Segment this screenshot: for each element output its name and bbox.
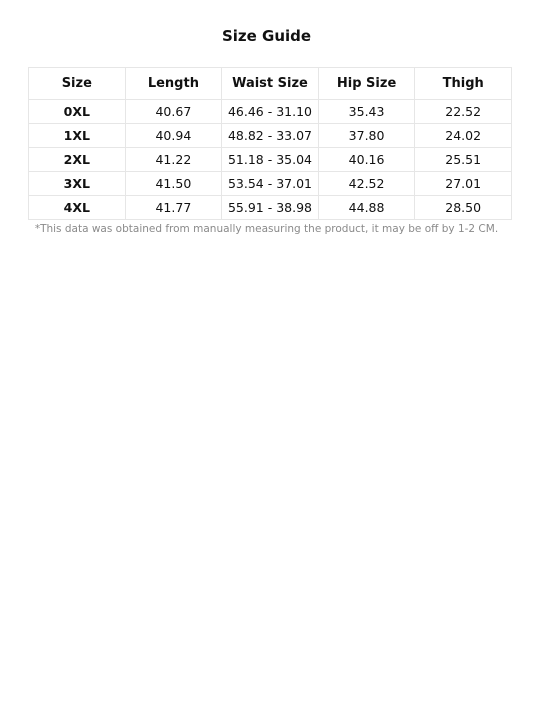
length-cell: 41.77 — [125, 196, 222, 220]
measurement-disclaimer: *This data was obtained from manually measuring the product, it may be off by 1-2 CM. — [34, 223, 499, 235]
column-header-size: Size — [29, 68, 126, 100]
waist-size-cell: 53.54 - 37.01 — [222, 172, 319, 196]
waist-size-cell: 48.82 - 33.07 — [222, 124, 319, 148]
table-row — [29, 172, 512, 196]
length-cell: 41.22 — [125, 148, 222, 172]
waist-size-cell: 55.91 - 38.98 — [222, 196, 319, 220]
length-cell: 40.67 — [125, 100, 222, 124]
hip-size-cell: 40.16 — [318, 148, 415, 172]
length-cell: 40.94 — [125, 124, 222, 148]
waist-size-cell: 51.18 - 35.04 — [222, 148, 319, 172]
size-cell: 2XL — [29, 148, 126, 172]
size-cell: 0XL — [29, 100, 126, 124]
table-header-row — [29, 68, 512, 100]
size-cell: 3XL — [29, 172, 126, 196]
hip-size-cell: 35.43 — [318, 100, 415, 124]
thigh-cell: 27.01 — [415, 172, 512, 196]
length-cell: 41.50 — [125, 172, 222, 196]
hip-size-cell: 42.52 — [318, 172, 415, 196]
hip-size-cell: 37.80 — [318, 124, 415, 148]
thigh-cell: 25.51 — [415, 148, 512, 172]
size-guide-table — [28, 67, 512, 220]
table-row — [29, 148, 512, 172]
page-title: Size Guide — [221, 27, 312, 45]
thigh-cell: 22.52 — [415, 100, 512, 124]
hip-size-cell: 44.88 — [318, 196, 415, 220]
table-row — [29, 124, 512, 148]
thigh-cell: 24.02 — [415, 124, 512, 148]
column-header-length: Length — [125, 68, 222, 100]
size-cell: 1XL — [29, 124, 126, 148]
waist-size-cell: 46.46 - 31.10 — [222, 100, 319, 124]
table-row — [29, 100, 512, 124]
column-header-thigh: Thigh — [415, 68, 512, 100]
thigh-cell: 28.50 — [415, 196, 512, 220]
table-row — [29, 196, 512, 220]
column-header-waist-size: Waist Size — [222, 68, 319, 100]
size-cell: 4XL — [29, 196, 126, 220]
column-header-hip-size: Hip Size — [318, 68, 415, 100]
